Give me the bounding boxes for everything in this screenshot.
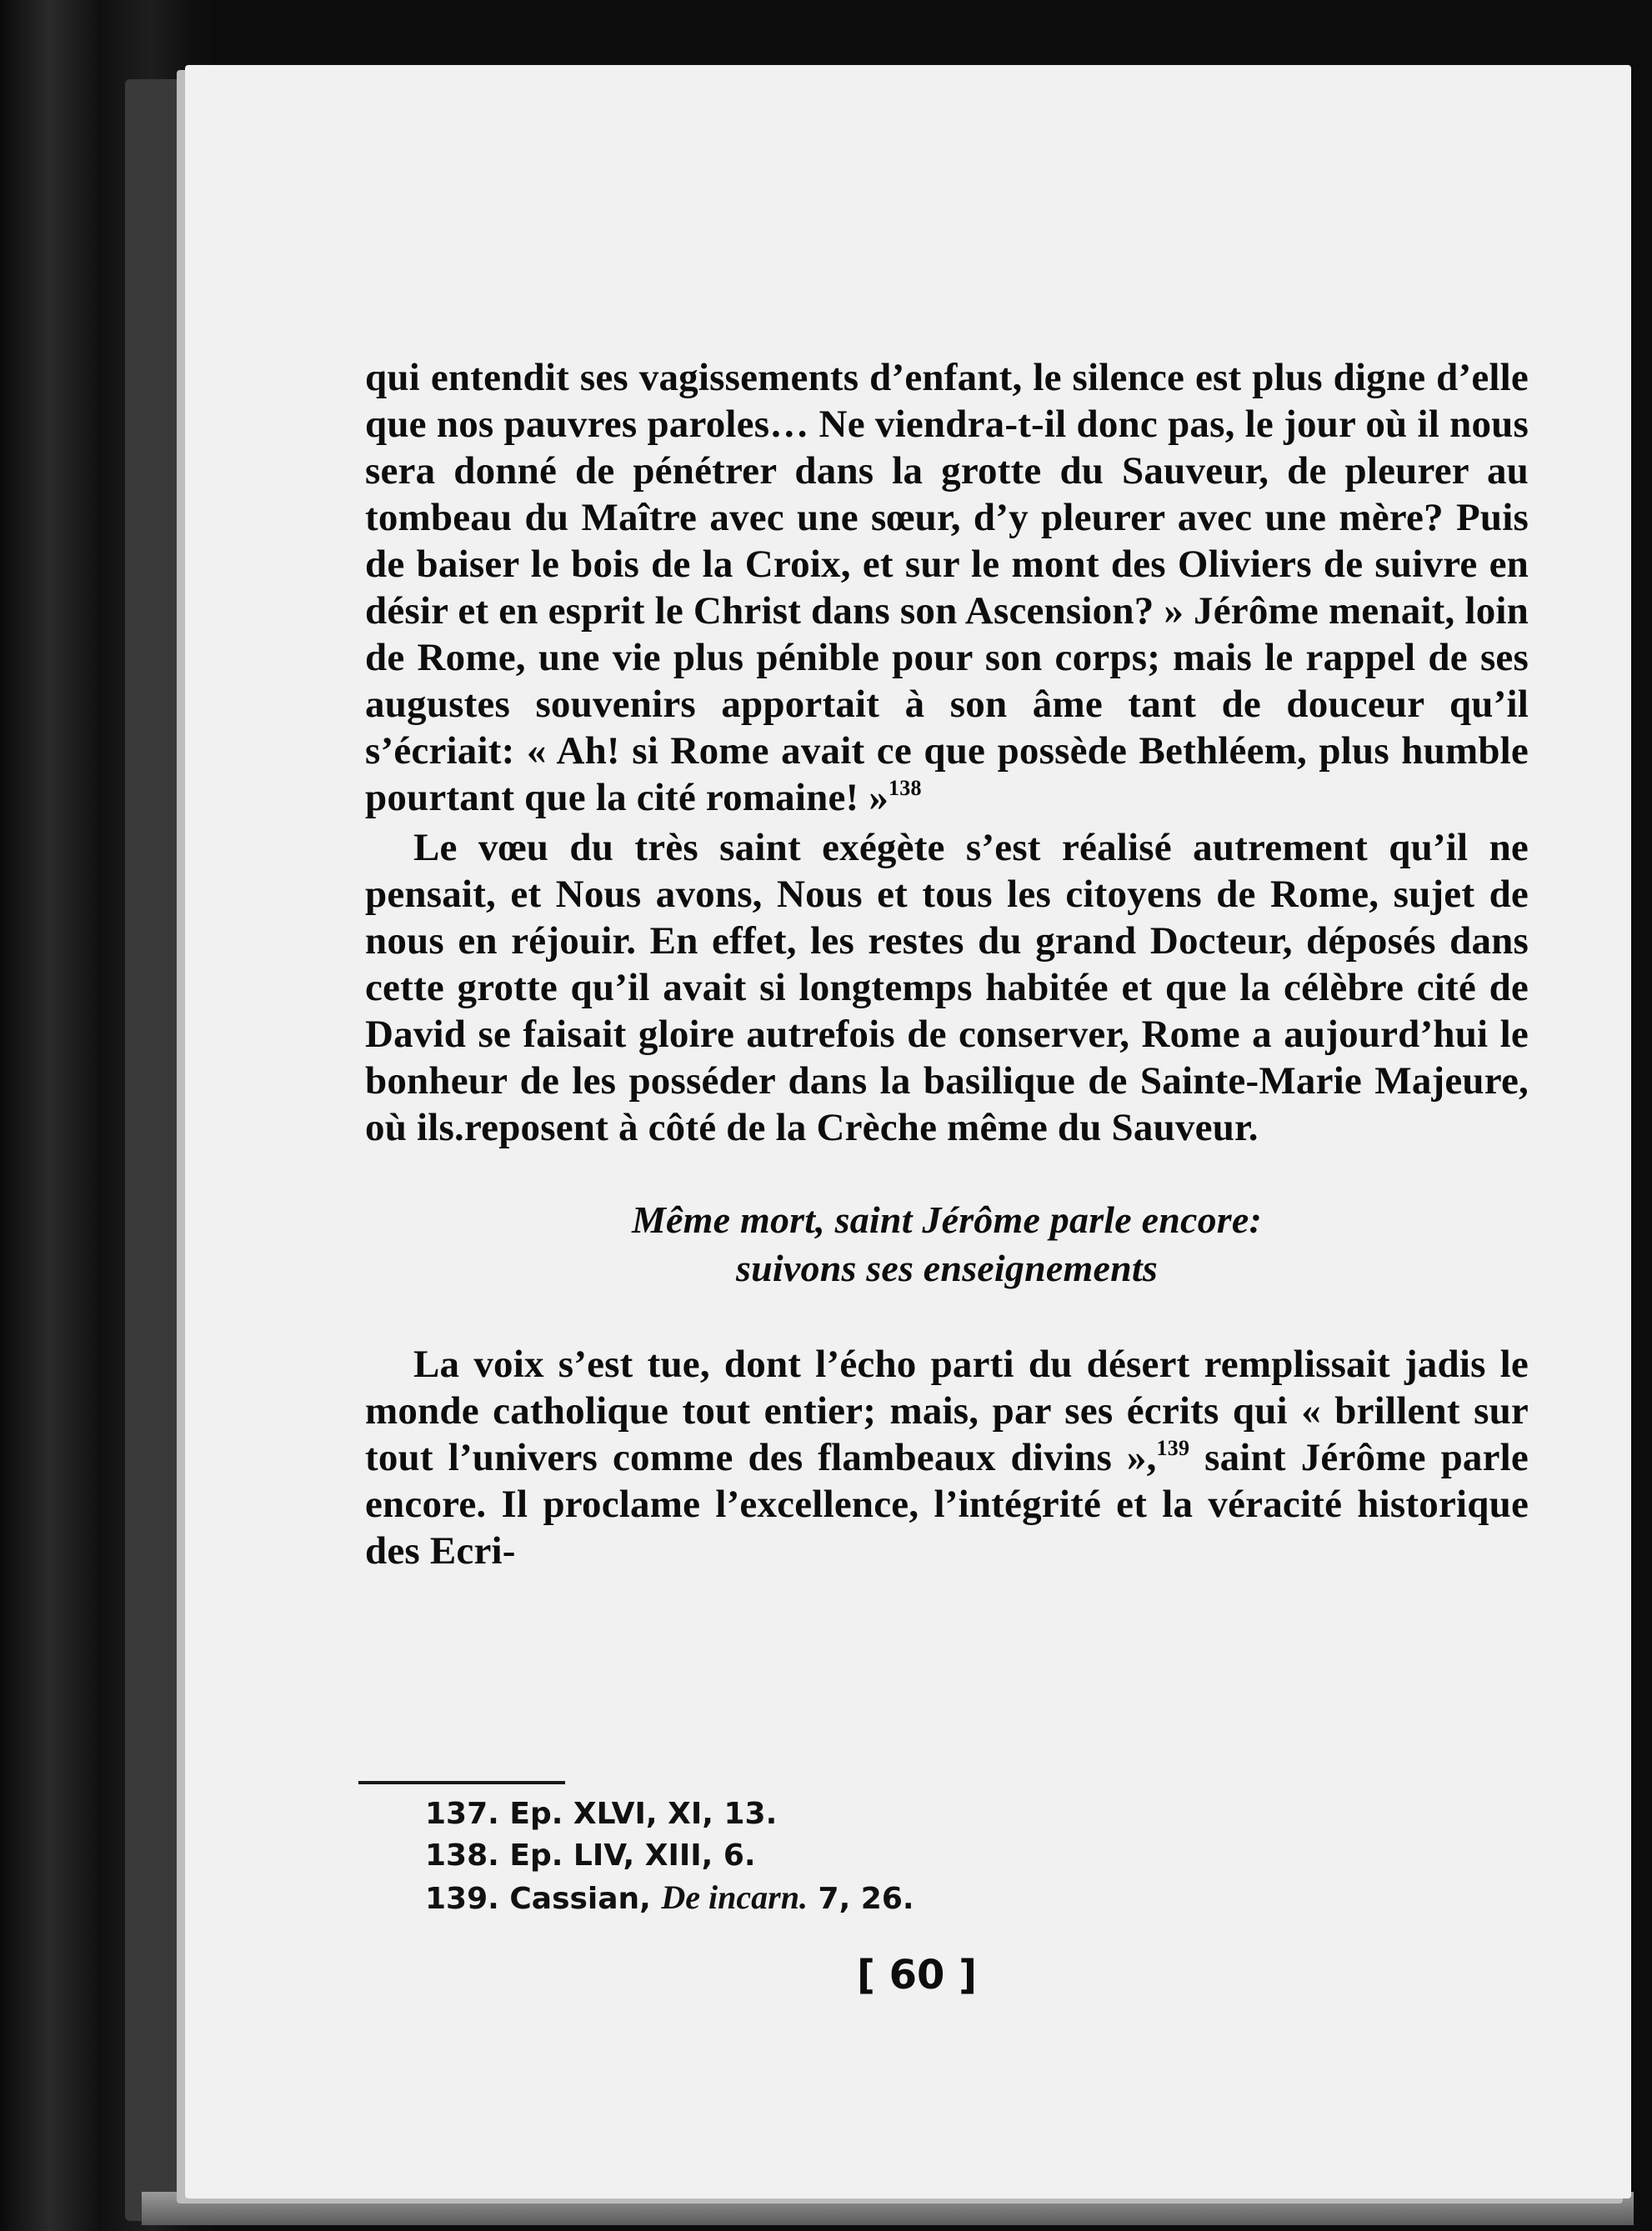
paragraph-3-start: La voix s’est tue, dont l’écho parti du désert remplissait jadis le monde catholique tout entier; mais, par ses écrits qui « brillent sur tout l’univers comme des flambeaux divins », bbox=[365, 1343, 1529, 1479]
footnote-ref-139: 139 bbox=[1156, 1436, 1190, 1460]
paragraph-3 bbox=[365, 1341, 1529, 1574]
paragraph-3-end: saint Jérôme parle encore. Il proclame l’excellence, l’intégrité et la véracité historique des Ecri- bbox=[365, 1436, 1529, 1573]
paragraph-1-text: qui entendit ses vagissements d’enfant, le silence est plus digne d’elle que nos pauvres paroles… Ne viendra-t-il donc pas, le jour où il nous sera donné de pénétrer dans la grotte du Sauveur, de pleurer au tombeau du Maître avec une sœur, d’y pleurer avec une mère? Puis de baiser le bois de la Croix, et sur le mont des Oliviers de suivre en désir et en esprit le Christ dans son Ascension? » Jérôme menait, loin de Rome, une vie plus pénible pour son corps; mais le rappel de ses augustes souvenirs apportait à son âme tant de douceur qu’il s’écriait: « Ah! si Rome avait ce que possède Bethléem, plus humble pourtant que la cité romaine! » bbox=[365, 356, 1529, 819]
page-number: [ 60 ] bbox=[856, 1952, 978, 1998]
section-heading bbox=[365, 1196, 1529, 1293]
footnote-ref-138: 138 bbox=[889, 776, 922, 800]
paragraph-1 bbox=[365, 354, 1529, 821]
paragraph-2: Le vœu du très saint exégète s’est réalisé autrement qu’il ne pensait, et Nous avons, Nous et tous les citoyens de Rome, sujet de nous en réjouir. En effet, les restes du grand Docteur, déposés dans cette grotte qu’il avait si longtemps habitée et que la célèbre cité de David se faisait gloire autrefois de conserver, Rome a aujourd’hui le bonheur de les posséder dans la basilique de Sainte-Marie Majeure, où ils.reposent à côté de la Crèche même du Sauveur. bbox=[365, 826, 1529, 1149]
footnote-139-title: De incarn. bbox=[661, 1878, 808, 1916]
footnote-139-prefix: 139. Cassian, bbox=[425, 1882, 662, 1916]
footnote-137: 137. Ep. XLVI, XI, 13. bbox=[425, 1797, 778, 1831]
footnote-138: 138. Ep. LIV, XIII, 6. bbox=[425, 1838, 756, 1873]
section-heading-line-1: Même mort, saint Jérôme parle encore: bbox=[631, 1198, 1263, 1241]
footnotes bbox=[425, 1793, 1342, 1920]
body-text bbox=[365, 354, 1529, 1574]
footnote-separator bbox=[358, 1781, 565, 1784]
footnote-139 bbox=[425, 1877, 1342, 1920]
footnote-139-suffix: 7, 26. bbox=[807, 1882, 914, 1916]
section-heading-line-2: suivons ses enseignements bbox=[736, 1247, 1158, 1289]
